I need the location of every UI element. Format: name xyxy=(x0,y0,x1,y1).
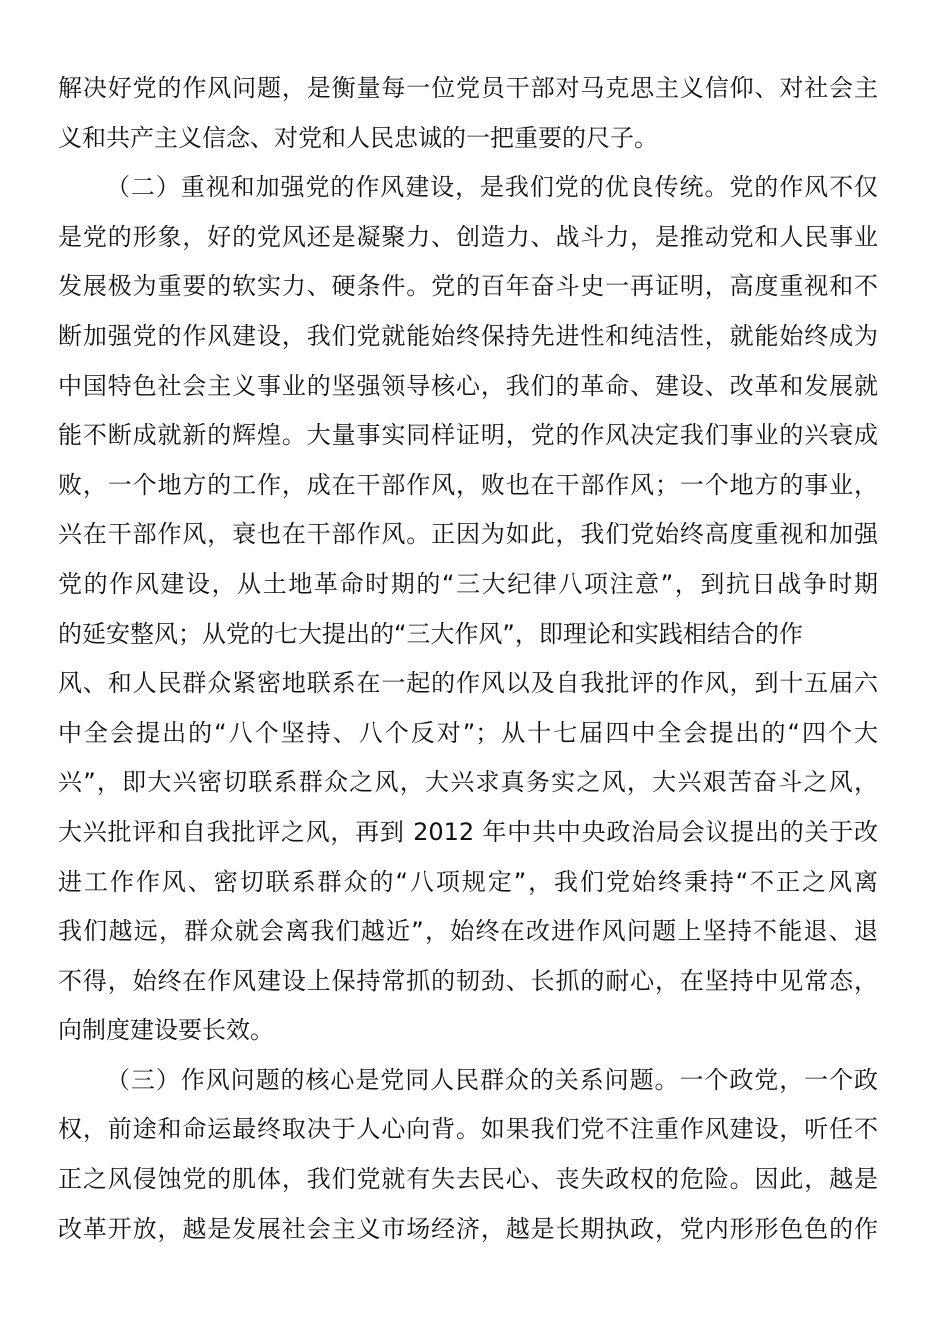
paragraph-start-line: （三）作风问题的核心是党同人民群众的关系问题。一个政党，一个政 xyxy=(106,1065,878,1094)
text-line: 败，一个地方的工作，成在干部作风，败也在干部作风；一个地方的事业， xyxy=(58,470,878,499)
text-line: 不得，始终在作风建设上保持常抓的韧劲、长抓的耐心，在坚持中见常态， xyxy=(58,966,878,995)
text-line: 解决好党的作风问题，是衡量每一位党员干部对马克思主义信仰、对社会主 xyxy=(58,74,878,102)
text-line: 中全会提出的“八个坚持、八个反对”；从十七届四中全会提出的“四个大 xyxy=(58,718,878,747)
text-line: 党的作风建设，从土地革命时期的“三大纪律八项注意”，到抗日战争时期 xyxy=(58,569,878,598)
text-line: 改革开放，越是发展社会主义市场经济，越是长期执政，党内形形色色的作 xyxy=(58,1214,878,1243)
text-line: 能不断成就新的辉煌。大量事实同样证明，党的作风决定我们事业的兴衰成 xyxy=(58,421,878,450)
text-line: 大兴批评和自我批评之风，再到 2012 年中共中央政治局会议提出的关于改 xyxy=(58,817,878,846)
text-line: 兴”，即大兴密切联系群众之风，大兴求真务实之风，大兴艰苦奋斗之风， xyxy=(58,768,878,797)
text-line: 向制度建设要长效。 xyxy=(58,1016,274,1045)
document-body xyxy=(58,64,878,1254)
text-line: 风、和人民群众紧密地联系在一起的作风以及自我批评的作风，到十五届六 xyxy=(58,669,878,698)
text-line: 是党的形象，好的党风还是凝聚力、创造力、战斗力，是推动党和人民事业 xyxy=(58,222,878,251)
text-line: 正之风侵蚀党的肌体，我们党就有失去民心、丧失政权的危险。因此，越是 xyxy=(58,1165,878,1194)
text-line: 中国特色社会主义事业的坚强领导核心，我们的革命、建设、改革和发展就 xyxy=(58,371,878,400)
text-line: 我们越远，群众就会离我们越近”，始终在改进作风问题上坚持不能退、退 xyxy=(58,917,878,946)
text-line: 义和共产主义信念、对党和人民忠诚的一把重要的尺子。 xyxy=(58,123,658,152)
text-line: 进工作作风、密切联系群众的“八项规定”，我们党始终秉持“不正之风离 xyxy=(58,867,878,896)
text-line: 的延安整风；从党的七大提出的“三大作风”，即理论和实践相结合的作 xyxy=(58,619,803,648)
text-line: 权，前途和命运最终取决于人心向背。如果我们党不注重作风建设，听任不 xyxy=(58,1115,878,1144)
text-line: 兴在干部作风，衰也在干部作风。正因为如此，我们党始终高度重视和加强 xyxy=(58,520,878,549)
paragraph-start-line: （二）重视和加强党的作风建设，是我们党的优良传统。党的作风不仅 xyxy=(106,173,878,202)
text-line: 发展极为重要的软实力、硬条件。党的百年奋斗史一再证明，高度重视和不 xyxy=(58,272,878,301)
text-line: 断加强党的作风建设，我们党就能始终保持先进性和纯洁性，就能始终成为 xyxy=(58,321,878,350)
